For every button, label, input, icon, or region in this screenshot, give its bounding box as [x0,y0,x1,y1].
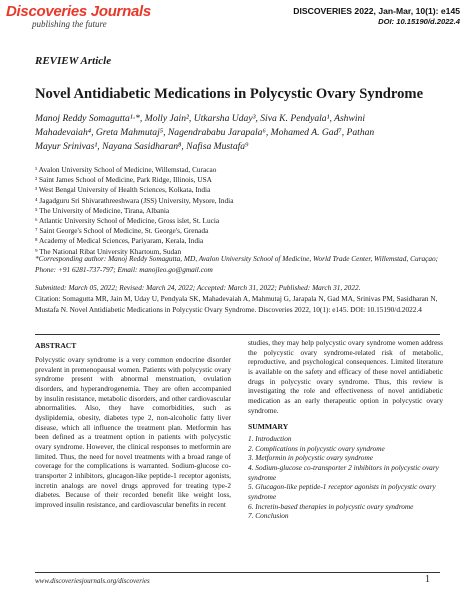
corresponding-author: *Corresponding author: Manoj Reddy Somagutta, MD, Avalon University School of Medicine, World Trade Center, Willemstad, Curaçao; Phone: +91 6281-737-797; Email: manojleo.go@gmail.com [35,254,439,274]
summary-item: 6. Incretin-based therapies in polycystic ovary syndrome [248,501,414,511]
affiliation: ² Saint James School of Medicine, Park Ridge, Illinois, USA [35,175,212,185]
summary-item: 1. Introduction [248,434,292,443]
divider-top [35,334,440,335]
affiliation: ³ West Bengal University of Health Sciences, Kolkata, India [35,185,211,195]
citation-text: Citation: Somagutta MR, Jain M, Uday U, Pendyala SK, Mahadevaiah A, Mahmutaj G, Jarapala N, Gad MA, Srinivas PM, Sasidharan N, Mustafa N. Novel Antidiabetic Medications in Polycystic Ovary Syndrome. Discoveries 2022, 10(1): e145. DOI: 10.15190/d.2022.4 [35,294,438,314]
header-doi: DOI: 10.15190/d.2022.4 [378,17,460,26]
affiliation-list [35,165,445,257]
affiliation: ⁹ The National Ribat University Khartoum, Sudan [35,246,182,256]
summary-item: 5. Glucagon-like peptide-1 receptor agonists in polycystic ovary syndrome [248,482,436,501]
author-list [35,112,440,154]
summary-item: 2. Complications in polycystic ovary syndrome [248,443,385,453]
logo-title: Discoveries Journals [6,3,151,20]
submission-dates: Submitted: March 05, 2022; Revised: March 24, 2022; Accepted: March 31, 2022; Published: March 31, 2022. [35,283,361,292]
summary-list [248,434,443,521]
journal-logo [6,4,151,29]
header-citation [293,6,460,26]
footer-url[interactable]: www.discoveriesjournals.org/discoveries [35,577,150,585]
author-line: Mahadevaiah⁴, Greta Mahmutaj⁵, Nagendrababu Jarapala⁶, Mohamed A. Gad⁷, Pathan [35,127,375,138]
page-number: 1 [425,574,430,585]
affiliation: ⁷ Saint George's School of Medicine, St. George's, Grenada [35,226,209,236]
affiliation: ⁵ The University of Medicine, Tirana, Albania [35,205,170,215]
author-line: Mayur Srinivas¹, Nayana Sasidharan⁸, Nafisa Mustafa⁹ [35,141,249,152]
abstract-heading: ABSTRACT [35,341,77,350]
abstract-text-left: Polycystic ovary syndrome is a very common endocrine disorder prevalent in premenopausal women. Patients with polycystic ovary syndrome present with abnormal menstruation, ovulation disorders, and hyperandrogenemia. They are often accompanied by insulin resistance, metabolic disorders, and other cardiovascular abnormalities. Also, they have comorbidities, such as dyslipidemia, obesity, diabetes type 2, non-alcoholic fatty liver disease, which all influence the treatment plan. Metformin has been defined as a treatment option in patients with polycystic ovary syndrome. However, the clinical responses to metformin are limited. Thus, the need for novel treatments with a broad range of coverage for the complications is warranted. Sodium-glucose co-transporter 2 inhibitors, glucagon-like peptide-1 receptor agonists, incretin analogs are novel drugs approved for treating type-2 diabetes. Because of their recorded benefit like weight loss, improved insulin resistance, and cardiovascular benefits in recent [35,355,231,509]
summary-heading: SUMMARY [248,422,289,431]
logo-tagline: publishing the future [32,19,107,29]
abstract-text-right: studies, they may help polycystic ovary syndrome women address the polycystic ovary syndrome-related risk of metabolic, reproductive, and psychological consequences. Limited literature is available on the safety and efficacy of these novel antidiabetic drugs in polycystic ovary syndrome. Thus, this review is investigating the role and effectiveness of novel antidiabetic medication as an early therapeutic option in polycystic ovary syndrome. [248,338,443,415]
divider-bottom [35,572,440,573]
journal-issue: DISCOVERIES 2022, Jan-Mar, 10(1): e145 [293,6,460,16]
article-type: REVIEW Article [35,55,112,67]
summary-item: 3. Metformin in polycystic ovary syndrome [248,453,373,463]
affiliation: ¹ Avalon University School of Medicine, Willemstad, Curacao [35,165,217,174]
affiliation: ⁶ Atlantic University School of Medicine, Gross islet, St. Lucia [35,216,220,226]
author-line: Manoj Reddy Somagutta¹·*, Molly Jain², Utkarsha Uday³, Siva K. Pendyala¹, Ashwini [35,113,366,124]
affiliation: ⁴ Jagadguru Sri Shivarathreeshwara (JSS) University, Mysore, India [35,195,234,205]
paper-title: Novel Antidiabetic Medications in Polycystic Ovary Syndrome [35,86,424,102]
summary-item: 4. Sodium-glucose co-transporter 2 inhibitors in polycystic ovary syndrome [248,462,439,482]
affiliation: ⁸ Academy of Medical Sciences, Pariyaram, Kerala, India [35,236,204,246]
summary-item: 7. Conclusion [248,511,289,521]
